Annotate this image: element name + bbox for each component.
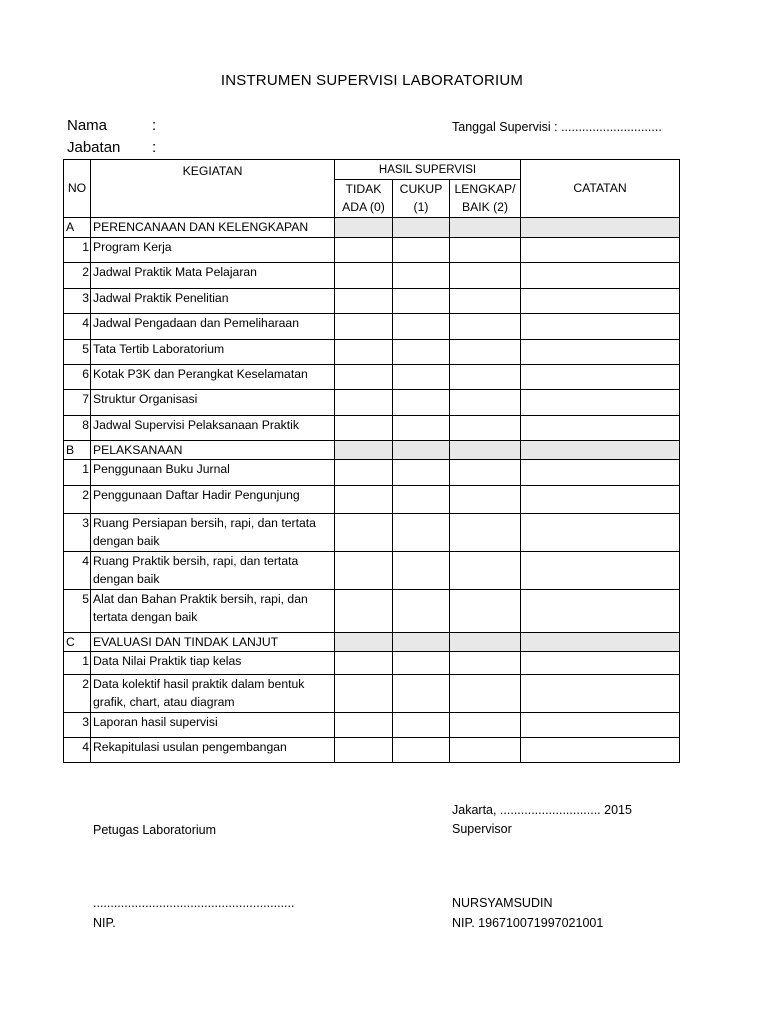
item-text: Program Kerja — [91, 237, 335, 262]
table-row — [64, 513, 680, 551]
header-cukup-line2: (1) — [393, 198, 450, 217]
catatan-cell[interactable] — [521, 237, 680, 262]
score-cell-lengkap[interactable] — [450, 632, 521, 651]
score-cell-lengkap[interactable] — [450, 674, 521, 712]
section-row-c — [64, 632, 680, 651]
score-cell-cukup[interactable] — [393, 551, 450, 589]
item-text: Ruang Praktik bersih, rapi, dan tertata dengan baik — [91, 551, 335, 589]
score-cell-tidak[interactable] — [335, 459, 393, 485]
score-cell-tidak[interactable] — [335, 440, 393, 459]
section-code: A — [64, 217, 91, 237]
score-cell-lengkap[interactable] — [450, 415, 521, 440]
item-no: 5 — [64, 589, 91, 632]
table-row — [64, 459, 680, 485]
score-cell-lengkap[interactable] — [450, 262, 521, 288]
item-no: 2 — [64, 262, 91, 288]
score-cell-tidak[interactable] — [335, 551, 393, 589]
score-cell-cukup[interactable] — [393, 237, 450, 262]
section-title: PELAKSANAAN — [91, 440, 335, 459]
catatan-cell[interactable] — [521, 415, 680, 440]
score-cell-tidak[interactable] — [335, 632, 393, 651]
score-cell-cukup[interactable] — [393, 712, 450, 737]
table-row — [64, 389, 680, 415]
score-cell-cukup[interactable] — [393, 651, 450, 674]
item-no: 1 — [64, 237, 91, 262]
tanggal-supervisi: Tanggal Supervisi : ............................. — [452, 120, 662, 134]
header-lengkap-line2: BAIK (2) — [450, 198, 521, 217]
score-cell-cukup[interactable] — [393, 674, 450, 712]
score-cell-lengkap[interactable] — [450, 459, 521, 485]
catatan-cell[interactable] — [521, 674, 680, 712]
catatan-cell[interactable] — [521, 589, 680, 632]
item-no: 3 — [64, 288, 91, 313]
score-cell-tidak[interactable] — [335, 288, 393, 313]
score-cell-tidak[interactable] — [335, 339, 393, 364]
nama-label: Nama — [67, 117, 108, 134]
item-text: Penggunaan Buku Jurnal — [91, 459, 335, 485]
catatan-cell[interactable] — [521, 651, 680, 674]
score-cell-lengkap[interactable] — [450, 339, 521, 364]
jabatan-colon: : — [152, 139, 157, 156]
score-cell-tidak[interactable] — [335, 674, 393, 712]
section-title: PERENCANAAN DAN KELENGKAPAN — [91, 217, 335, 237]
item-no: 3 — [64, 513, 91, 551]
section-code: C — [64, 632, 91, 651]
score-cell-cukup[interactable] — [393, 737, 450, 762]
score-cell-cukup[interactable] — [393, 262, 450, 288]
item-no: 1 — [64, 459, 91, 485]
score-cell-lengkap[interactable] — [450, 551, 521, 589]
score-cell-cukup[interactable] — [393, 440, 450, 459]
table-row — [64, 651, 680, 674]
catatan-cell[interactable] — [521, 217, 680, 237]
score-cell-lengkap[interactable] — [450, 651, 521, 674]
catatan-cell[interactable] — [521, 389, 680, 415]
catatan-cell[interactable] — [521, 440, 680, 459]
item-text: Laporan hasil supervisi — [91, 712, 335, 737]
item-text: Struktur Organisasi — [91, 389, 335, 415]
score-cell-tidak[interactable] — [335, 364, 393, 389]
item-text: Kotak P3K dan Perangkat Keselamatan — [91, 364, 335, 389]
score-cell-tidak[interactable] — [335, 513, 393, 551]
header-cukup-line1: CUKUP — [393, 180, 450, 199]
score-cell-cukup[interactable] — [393, 459, 450, 485]
score-cell-tidak[interactable] — [335, 415, 393, 440]
item-text: Data kolektif hasil praktik dalam bentuk grafik, chart, atau diagram — [91, 674, 335, 712]
catatan-cell[interactable] — [521, 288, 680, 313]
item-text: Tata Tertib Laboratorium — [91, 339, 335, 364]
table-row — [64, 339, 680, 364]
score-cell-lengkap[interactable] — [450, 485, 521, 513]
catatan-cell[interactable] — [521, 712, 680, 737]
item-no: 4 — [64, 737, 91, 762]
item-text: Jadwal Pengadaan dan Pemeliharaan — [91, 313, 335, 339]
score-cell-cukup[interactable] — [393, 415, 450, 440]
catatan-cell[interactable] — [521, 737, 680, 762]
score-cell-tidak[interactable] — [335, 485, 393, 513]
score-cell-cukup[interactable] — [393, 217, 450, 237]
header-catatan: CATATAN — [521, 160, 680, 218]
supervisor-name: NURSYAMSUDIN — [452, 896, 553, 910]
table-row — [64, 313, 680, 339]
header-tidak-line1: TIDAK — [335, 180, 393, 199]
item-no: 7 — [64, 389, 91, 415]
score-cell-tidak[interactable] — [335, 262, 393, 288]
score-cell-lengkap[interactable] — [450, 217, 521, 237]
score-cell-lengkap[interactable] — [450, 737, 521, 762]
catatan-cell[interactable] — [521, 364, 680, 389]
score-cell-tidak[interactable] — [335, 589, 393, 632]
score-cell-cukup[interactable] — [393, 389, 450, 415]
catatan-cell[interactable] — [521, 632, 680, 651]
section-row-b — [64, 440, 680, 459]
supervision-table — [63, 159, 680, 763]
header-tidak-line2: ADA (0) — [335, 198, 393, 217]
score-cell-cukup[interactable] — [393, 485, 450, 513]
score-cell-cukup[interactable] — [393, 513, 450, 551]
score-cell-lengkap[interactable] — [450, 313, 521, 339]
score-cell-tidak[interactable] — [335, 217, 393, 237]
score-cell-lengkap[interactable] — [450, 712, 521, 737]
item-text: Penggunaan Daftar Hadir Pengunjung — [91, 485, 335, 513]
table-row — [64, 485, 680, 513]
item-no: 4 — [64, 551, 91, 589]
item-no: 3 — [64, 712, 91, 737]
score-cell-lengkap[interactable] — [450, 288, 521, 313]
petugas-title: Petugas Laboratorium — [93, 823, 216, 837]
item-no: 2 — [64, 485, 91, 513]
score-cell-lengkap[interactable] — [450, 513, 521, 551]
item-text: Data Nilai Praktik tiap kelas — [91, 651, 335, 674]
score-cell-cukup[interactable] — [393, 364, 450, 389]
score-cell-tidak[interactable] — [335, 313, 393, 339]
table-row — [64, 364, 680, 389]
section-code: B — [64, 440, 91, 459]
place-date: Jakarta, ............................. 2015 — [452, 803, 632, 817]
item-text: Rekapitulasi usulan pengembangan — [91, 737, 335, 762]
item-no: 6 — [64, 364, 91, 389]
header-kegiatan: KEGIATAN — [91, 160, 335, 218]
catatan-cell[interactable] — [521, 551, 680, 589]
score-cell-tidak[interactable] — [335, 737, 393, 762]
catatan-cell[interactable] — [521, 313, 680, 339]
header-lengkap-line1: LENGKAP/ — [450, 180, 521, 199]
item-no: 1 — [64, 651, 91, 674]
table-row — [64, 288, 680, 313]
section-row-a — [64, 217, 680, 237]
item-text: Alat dan Bahan Praktik bersih, rapi, dan tertata dengan baik — [91, 589, 335, 632]
item-text: Jadwal Praktik Mata Pelajaran — [91, 262, 335, 288]
header-hasil-supervisi: HASIL SUPERVISI — [335, 160, 521, 180]
catatan-cell[interactable] — [521, 459, 680, 485]
supervisor-nip: NIP. 196710071997021001 — [452, 916, 604, 930]
item-no: 4 — [64, 313, 91, 339]
score-cell-cukup[interactable] — [393, 339, 450, 364]
score-cell-cukup[interactable] — [393, 589, 450, 632]
score-cell-cukup[interactable] — [393, 313, 450, 339]
section-title: EVALUASI DAN TINDAK LANJUT — [91, 632, 335, 651]
table-row — [64, 237, 680, 262]
table-row — [64, 415, 680, 440]
score-cell-lengkap[interactable] — [450, 237, 521, 262]
table-row — [64, 262, 680, 288]
nama-colon: : — [152, 117, 157, 134]
jabatan-label: Jabatan — [67, 139, 121, 156]
petugas-nip: NIP. — [93, 916, 116, 930]
item-no: 8 — [64, 415, 91, 440]
catatan-cell[interactable] — [521, 262, 680, 288]
table-row — [64, 712, 680, 737]
petugas-name-line: .......................................................... — [93, 896, 295, 910]
catatan-cell[interactable] — [521, 339, 680, 364]
score-cell-tidak[interactable] — [335, 237, 393, 262]
score-cell-lengkap[interactable] — [450, 364, 521, 389]
catatan-cell[interactable] — [521, 485, 680, 513]
score-cell-cukup[interactable] — [393, 632, 450, 651]
score-cell-tidak[interactable] — [335, 712, 393, 737]
item-text: Ruang Persiapan bersih, rapi, dan tertata dengan baik — [91, 513, 335, 551]
table-row — [64, 551, 680, 589]
score-cell-tidak[interactable] — [335, 389, 393, 415]
score-cell-lengkap[interactable] — [450, 389, 521, 415]
page-title: INSTRUMEN SUPERVISI LABORATORIUM — [220, 72, 524, 89]
table-row — [64, 674, 680, 712]
table-row — [64, 737, 680, 762]
item-text: Jadwal Supervisi Pelaksanaan Praktik — [91, 415, 335, 440]
table-row — [64, 589, 680, 632]
supervisor-title: Supervisor — [452, 822, 512, 836]
score-cell-lengkap[interactable] — [450, 589, 521, 632]
item-no: 5 — [64, 339, 91, 364]
item-no: 2 — [64, 674, 91, 712]
score-cell-cukup[interactable] — [393, 288, 450, 313]
score-cell-lengkap[interactable] — [450, 440, 521, 459]
header-no: NO — [64, 160, 91, 218]
catatan-cell[interactable] — [521, 513, 680, 551]
score-cell-tidak[interactable] — [335, 651, 393, 674]
item-text: Jadwal Praktik Penelitian — [91, 288, 335, 313]
